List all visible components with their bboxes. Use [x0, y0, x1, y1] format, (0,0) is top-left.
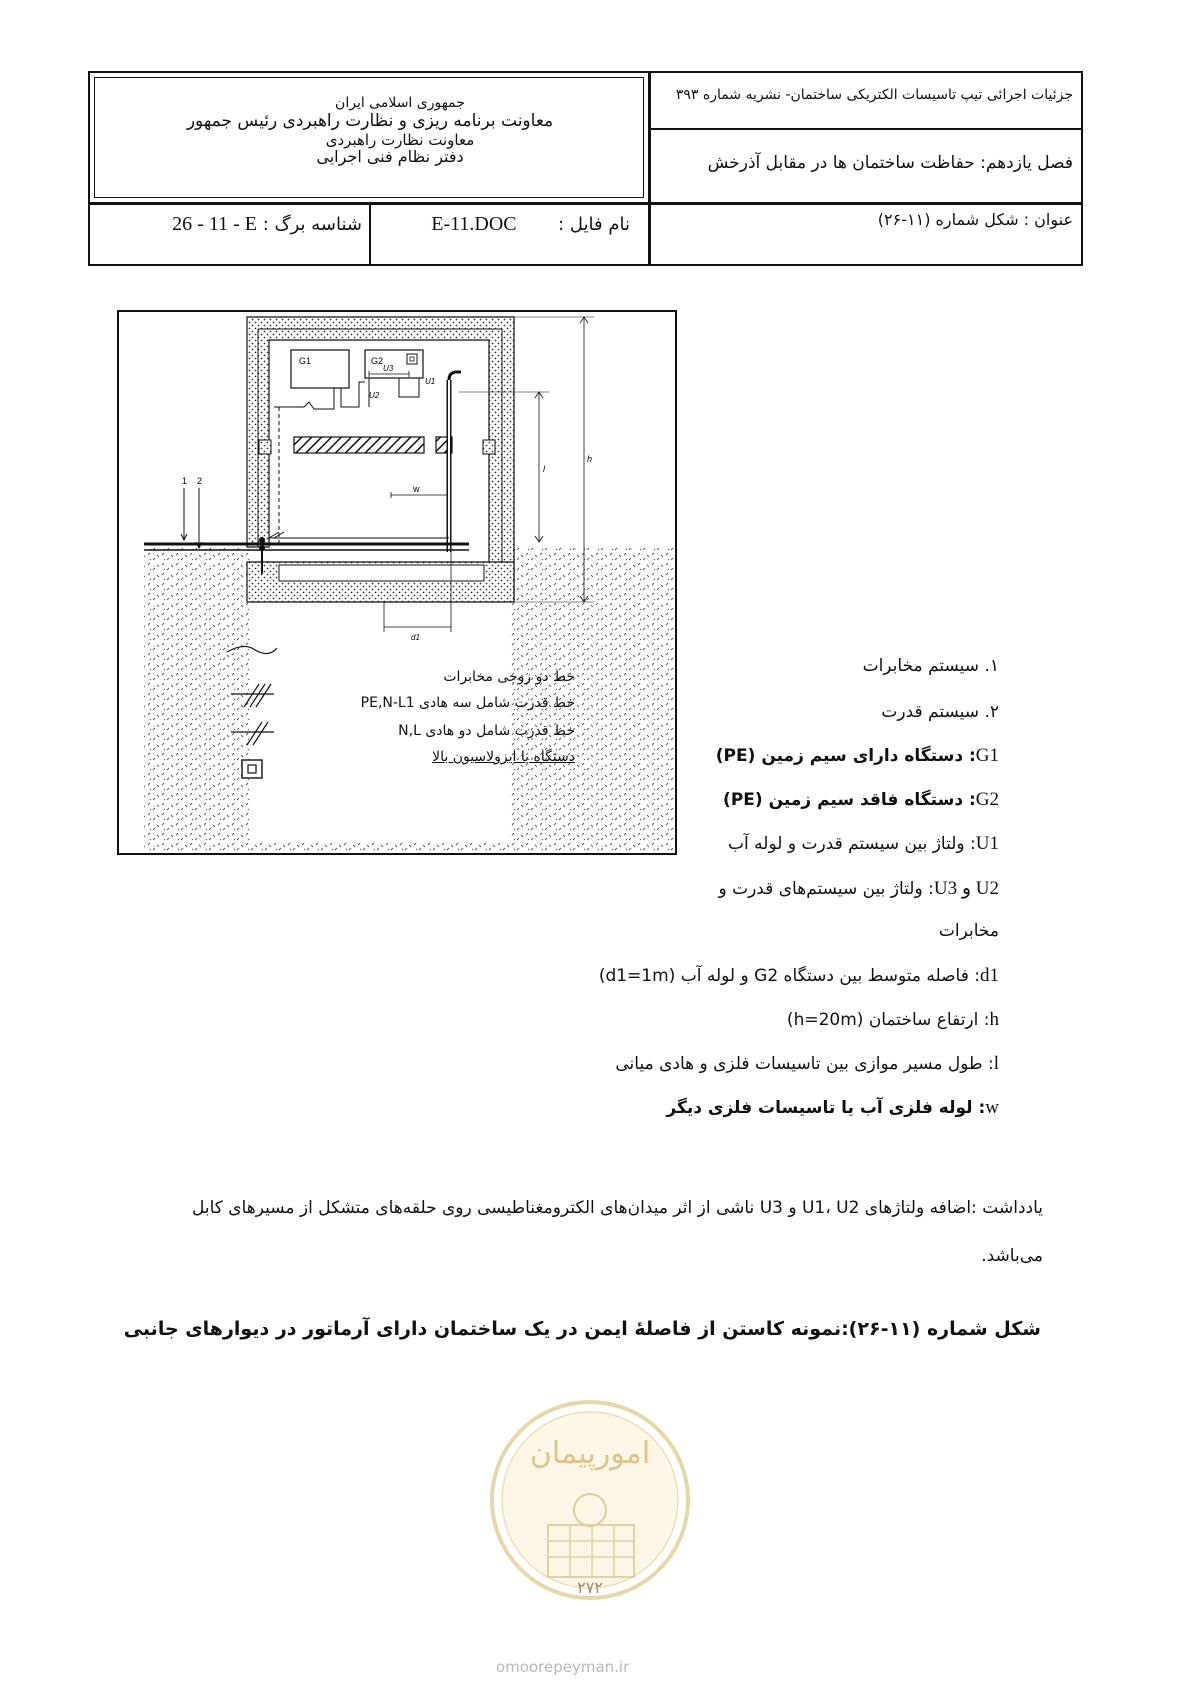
- label-g1: G1: [299, 356, 312, 366]
- org-line-3: معاونت نظارت راهبردی: [325, 131, 475, 149]
- legend-power2: خط قدرت شامل دو هادی N,L: [398, 723, 575, 739]
- desc-g1: G1: دستگاه دارای سیم زمین (PE): [715, 745, 999, 766]
- label-l: l: [543, 464, 545, 474]
- legend-insulated: دستگاه با ایزولاسیون بالا: [432, 749, 575, 765]
- figure-caption: شکل شماره (۱۱-۲۶):نمونه کاستن از فاصلهٔ ایمن در یک ساختمان دارای آرماتور در دیوارهای جانبی: [123, 1318, 1041, 1340]
- header-divider-vertical: [648, 73, 651, 264]
- watermark-logo: [488, 1395, 693, 1605]
- desc-w: w: لوله فلزی آب یا تاسیسات فلزی دیگر: [666, 1097, 999, 1118]
- publication-title: جزئیات اجرائی تیپ تاسیسات الکتریکی ساختمان- نشریه شماره ۳۹۳: [675, 87, 1073, 103]
- label-1: 1: [182, 476, 188, 486]
- label-w: w: [413, 484, 420, 494]
- chapter-title: فصل یازدهم: حفاظت ساختمان ها در مقابل آذرخش: [707, 153, 1073, 173]
- building-diagram: [119, 312, 675, 853]
- file-name-label: نام فایل :: [558, 214, 630, 235]
- desc-u1: U1: ولتاژ بین سیستم قدرت و لوله آب: [728, 833, 999, 854]
- desc-power: ۲. سیستم قدرت: [881, 702, 999, 722]
- label-g2: G2: [371, 356, 384, 366]
- header-divider-bottom: [369, 202, 371, 264]
- sheet-id-value: 26 - 11 - E: [172, 213, 257, 235]
- sheet-id-field: [102, 213, 362, 236]
- file-name-value: E-11.DOC: [431, 213, 517, 235]
- desc-u23-cont: مخابرات: [938, 921, 999, 941]
- org-line-4: دفتر نظام فنی اجرایی: [316, 147, 464, 166]
- label-u3: U3: [383, 364, 394, 373]
- org-line-1: جمهوری اسلامی ایران: [335, 95, 465, 111]
- watermark-brand: امورپیمان: [529, 1436, 651, 1471]
- desc-d1: d1: فاصله متوسط بین دستگاه G2 و لوله آب (d1=1m): [598, 965, 999, 986]
- label-2: 2: [197, 476, 203, 486]
- legend-power3: خط قدرت شامل سه هادی PE,N-L1: [360, 695, 575, 711]
- desc-l: l: طول مسیر موازی بین تاسیسات فلزی و هادی میانی: [615, 1053, 999, 1074]
- label-d1: d1: [411, 633, 420, 642]
- concrete-beam: [294, 437, 424, 453]
- figure-title: عنوان : شکل شماره (۱۱-۲۶): [877, 210, 1073, 229]
- page-number: ۲۷۲: [577, 1578, 603, 1597]
- label-u1: U1: [425, 377, 436, 386]
- sheet-id-label: شناسه برگ :: [262, 214, 362, 235]
- org-line-2: معاونت برنامه ریزی و نظارت راهبردی رئیس جمهور: [186, 111, 554, 131]
- desc-u23: U2 و U3: ولتاژ بین سیستم‌های قدرت و: [718, 878, 999, 899]
- note-text: یادداشت :اضافه ولتاژهای U1، U2 و U3 ناشی از اثر میدان‌های الکترومغناطیسی روی حلقه‌های متشکل از مسیرهای کابل می‌باشد.: [191, 1198, 1043, 1266]
- figure-frame: [117, 310, 677, 855]
- legend-telecom: خط دو زوجی مخابرات: [443, 669, 575, 685]
- header-divider-right-1: [648, 128, 1081, 130]
- desc-h: h: ارتفاع ساختمان (h=20m): [786, 1009, 999, 1030]
- file-name-field: [400, 213, 630, 236]
- site-url: omoorepeyman.ir: [496, 1658, 630, 1676]
- label-h: h: [587, 454, 593, 464]
- desc-telecom: ۱. سیستم مخابرات: [862, 656, 999, 676]
- header-divider-main: [90, 202, 1081, 205]
- header-table: [88, 71, 1083, 266]
- label-u2: U2: [369, 391, 380, 400]
- desc-g2: G2: دستگاه فاقد سیم زمین (PE): [723, 789, 999, 810]
